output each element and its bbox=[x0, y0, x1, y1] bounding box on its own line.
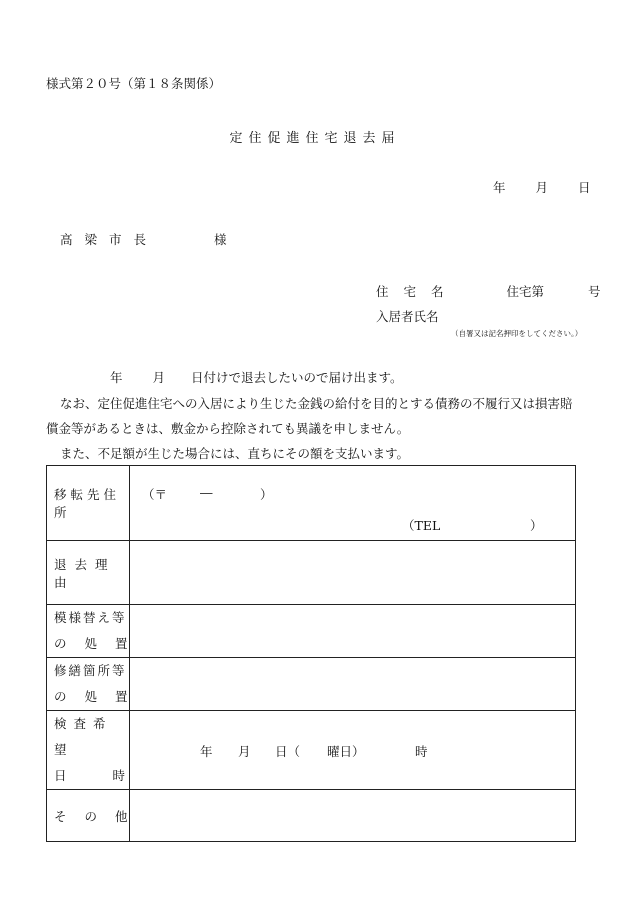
other-field[interactable] bbox=[130, 790, 576, 842]
label-cell bbox=[47, 790, 130, 842]
body-line-1-text: 日付けで退去したいので届け出ます。 bbox=[191, 370, 403, 385]
insp-weekday: 曜日） bbox=[327, 744, 365, 759]
date-line bbox=[493, 178, 591, 196]
label-no: の bbox=[84, 808, 98, 824]
label-no: の bbox=[54, 636, 67, 651]
body-line-2: なお、定住促進住宅への入居により生じた金銭の給付を目的とする債務の不履行又は損害賠 bbox=[60, 396, 573, 411]
label-inspection: 検査希望 bbox=[54, 716, 113, 757]
signature-note: （自署又は記名押印をしてください。） bbox=[451, 329, 583, 338]
label-sho: 処 bbox=[84, 636, 98, 651]
form-number: 様式第２０号（第１８条関係） bbox=[46, 76, 222, 91]
label-new-address: 移転先住所 bbox=[54, 487, 121, 520]
date-year: 年 bbox=[493, 180, 506, 195]
label-day: 日 bbox=[54, 768, 67, 783]
label-cell bbox=[47, 466, 130, 541]
body-year: 年 bbox=[110, 370, 123, 385]
new-address-field[interactable] bbox=[130, 466, 576, 541]
remodel-field[interactable] bbox=[130, 605, 576, 658]
insp-month: 月 bbox=[238, 744, 251, 759]
addressee-city-mayor: 高梁市長 bbox=[60, 232, 159, 247]
addressee bbox=[60, 230, 227, 248]
label-cell bbox=[47, 541, 130, 605]
document-title: 定住促進住宅退去届 bbox=[229, 131, 401, 146]
insp-hour: 時 bbox=[415, 744, 428, 759]
row-remodel bbox=[47, 605, 576, 658]
insp-day: 日（ bbox=[275, 744, 301, 759]
postal-open: （〒 bbox=[142, 487, 168, 502]
label-chi: 置 bbox=[115, 689, 128, 704]
house-name-row bbox=[376, 282, 601, 300]
date-day: 日 bbox=[578, 180, 591, 195]
house-number-prefix: 住宅第 bbox=[506, 284, 545, 299]
label-cell bbox=[47, 658, 130, 711]
inspection-field[interactable] bbox=[130, 711, 576, 790]
row-new-address bbox=[47, 466, 576, 541]
label-sho: 処 bbox=[84, 689, 98, 704]
house-name-label: 住宅名 bbox=[376, 284, 459, 299]
label-chi: 置 bbox=[115, 636, 128, 651]
postal-close: ） bbox=[260, 487, 273, 502]
addressee-honorific: 様 bbox=[214, 232, 227, 247]
row-inspection bbox=[47, 711, 576, 790]
postal-dash: ― bbox=[200, 485, 213, 500]
row-repair bbox=[47, 658, 576, 711]
tel-open: （TEL bbox=[402, 518, 441, 533]
tenant-name-label: 入居者氏名 bbox=[376, 309, 439, 324]
label-no: の bbox=[54, 689, 67, 704]
label-repair: 修繕箇所等 bbox=[54, 663, 127, 678]
body-line-1 bbox=[110, 368, 403, 386]
insp-year: 年 bbox=[200, 744, 213, 759]
label-so: そ bbox=[54, 808, 67, 824]
date-month: 月 bbox=[535, 180, 549, 195]
form-table bbox=[46, 465, 576, 842]
label-cell bbox=[47, 605, 130, 658]
label-reason: 退去理由 bbox=[54, 556, 116, 590]
row-other bbox=[47, 790, 576, 842]
row-reason bbox=[47, 541, 576, 605]
tel-close: ） bbox=[530, 518, 543, 533]
repair-field[interactable] bbox=[130, 658, 576, 711]
body-line-4: また、不足額が生じた場合には、直ちにその額を支払います。 bbox=[60, 446, 410, 461]
label-ta: 他 bbox=[115, 808, 128, 824]
body-month: 月 bbox=[152, 370, 166, 385]
label-cell bbox=[47, 711, 130, 790]
body-line-3: 償金等があるときは、敷金から控除されても異議を申しません。 bbox=[46, 421, 410, 436]
house-number-suffix: 号 bbox=[588, 284, 601, 299]
reason-field[interactable] bbox=[130, 541, 576, 605]
label-time: 時 bbox=[112, 768, 126, 783]
label-remodel: 模様替え等 bbox=[54, 610, 127, 625]
